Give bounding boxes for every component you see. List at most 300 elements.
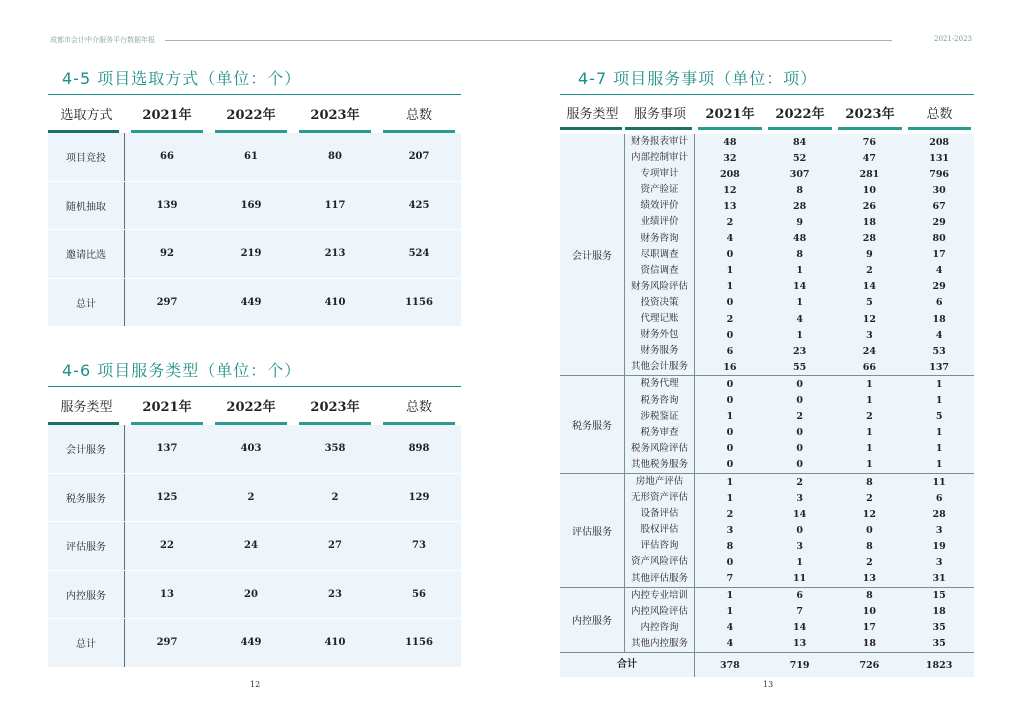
table-4-7-header-row [560, 100, 974, 130]
table-4-7-cell: 10 [862, 606, 876, 618]
table-4-7-item-name: 房地产评估 [625, 474, 695, 490]
table-4-7-row [625, 376, 974, 392]
table-4-7-cell: 3 [726, 524, 734, 536]
table-4-7-cell: 8 [866, 540, 873, 552]
table-4-7-cell: 6 [726, 345, 734, 357]
table-4-7-item-name: 财务风险评估 [625, 279, 695, 295]
table-4-5-cell: 524 [408, 248, 430, 260]
table-4-7-row [625, 295, 974, 311]
table-4-6-cell: 449 [240, 637, 262, 649]
table-4-5-cell: 219 [240, 248, 262, 260]
table-4-7-cell: 2 [866, 411, 873, 423]
table-4-7-row [625, 359, 974, 375]
table-4-5-row-label: 项目竞投 [48, 133, 125, 181]
table-4-7-cell: 11 [793, 573, 807, 585]
table-4-5-title: 4-5 项目选取方式（单位：个） [62, 69, 302, 88]
table-4-7-header-cell: 服务事项 [625, 100, 695, 130]
table-4-7-cell: 0 [796, 459, 803, 471]
table-4-7-cell: 0 [726, 249, 734, 261]
table-4-5-row-label: 总计 [48, 279, 125, 327]
table-4-7-cell: 1 [866, 443, 873, 455]
table-4-7-cell: 2 [866, 492, 873, 504]
table-4-7-cell: 11 [932, 476, 946, 488]
table-4-7-cell: 0 [796, 524, 803, 536]
table-4-5-row [48, 230, 461, 279]
table-4-7 [560, 100, 974, 677]
table-4-7-row [625, 636, 974, 652]
table-4-5-header-underline [299, 130, 371, 133]
table-4-7-cell: 208 [719, 168, 740, 180]
table-4-7-row [625, 490, 974, 506]
table-4-7-total-label: 合计 [560, 653, 695, 677]
table-4-7-cell: 2 [726, 217, 734, 229]
table-4-6-cell: 56 [412, 588, 426, 600]
table-4-7-cell: 18 [932, 313, 946, 325]
table-4-7-row [625, 182, 974, 198]
table-4-7-row [625, 571, 974, 587]
table-4-6-header-cell: 2021年 [125, 390, 209, 425]
table-4-7-total-cell: 726 [859, 659, 880, 671]
table-4-7-cell: 3 [866, 329, 873, 341]
table-4-7-cell: 2 [726, 508, 734, 520]
table-4-5-row [48, 182, 461, 231]
table-4-5-cell: 92 [160, 248, 174, 260]
table-4-7-cell: 30 [932, 184, 946, 196]
table-4-6-row [48, 474, 461, 523]
table-4-5-row-label: 邀请比选 [48, 230, 125, 278]
table-4-7-item-name: 财务外包 [625, 327, 695, 343]
table-4-7-item-name: 财务服务 [625, 343, 695, 359]
table-4-7-item-name: 其他会计服务 [625, 359, 695, 375]
table-4-7-item-name: 投资决策 [625, 295, 695, 311]
table-4-7-cell: 4 [726, 638, 734, 650]
table-4-7-item-name: 无形资产评估 [625, 490, 695, 506]
table-4-6-cell: 898 [408, 443, 430, 455]
table-4-7-cell: 12 [862, 313, 876, 325]
table-4-7-cell: 3 [796, 540, 803, 552]
table-4-7-row [625, 506, 974, 522]
table-4-6-row-label: 会计服务 [48, 425, 125, 473]
table-4-7-cell: 8 [796, 184, 803, 196]
table-4-7-cell: 80 [932, 233, 946, 245]
table-4-7-cell: 14 [862, 281, 876, 293]
table-4-7-item-name: 财务报表审计 [625, 134, 695, 150]
table-4-7-group-label: 评估服务 [560, 474, 625, 587]
table-4-7-body [560, 134, 974, 677]
table-4-7-cell: 7 [726, 573, 734, 585]
table-4-7-cell: 1 [726, 606, 734, 618]
table-4-7-header-cell: 总数 [905, 100, 974, 130]
table-4-7-header-cell: 服务类型 [560, 100, 625, 130]
table-4-7-cell: 281 [859, 168, 880, 180]
table-4-6-header-underline [299, 422, 371, 425]
table-4-7-row [625, 311, 974, 327]
table-4-7-group-items [625, 376, 974, 473]
table-4-7-cell: 2 [796, 476, 803, 488]
table-4-7-header-cell: 2021年 [695, 100, 765, 130]
table-4-6-cell: 13 [160, 588, 174, 600]
table-4-5-cell: 169 [240, 199, 262, 211]
table-4-7-row [625, 425, 974, 441]
table-4-7-cell: 1 [726, 476, 734, 488]
table-4-7-cell: 12 [862, 508, 876, 520]
table-4-6-cell: 23 [328, 588, 342, 600]
table-4-7-group-label: 内控服务 [560, 588, 625, 652]
table-4-7-cell: 9 [866, 249, 873, 261]
table-4-7-cell: 5 [935, 411, 943, 423]
table-4-7-row [625, 343, 974, 359]
table-4-6-row [48, 425, 461, 474]
table-4-7-cell: 14 [793, 508, 807, 520]
table-4-7-cell: 0 [726, 427, 734, 439]
table-4-7-cell: 1 [726, 492, 734, 504]
table-4-7-cell: 18 [862, 638, 876, 650]
table-4-7-item-name: 尽职调查 [625, 247, 695, 263]
table-4-7-cell: 1 [935, 395, 943, 407]
header-divider [165, 40, 892, 41]
table-4-7-cell: 15 [932, 590, 946, 602]
table-4-7-cell: 0 [796, 427, 803, 439]
table-4-5-cell: 139 [156, 199, 178, 211]
table-4-7-cell: 8 [866, 590, 873, 602]
table-4-7-cell: 8 [726, 540, 734, 552]
table-4-6-cell: 137 [156, 443, 178, 455]
table-4-5-row-label: 随机抽取 [48, 182, 125, 230]
table-4-7-cell: 1 [796, 556, 803, 568]
table-4-5-header-cell: 2022年 [209, 98, 293, 133]
table-4-7-cell: 35 [932, 638, 946, 650]
table-4-7-row [625, 247, 974, 263]
table-4-7-cell: 3 [796, 492, 803, 504]
table-4-7-cell: 76 [862, 136, 876, 148]
table-4-7-row [625, 134, 974, 150]
table-4-7-cell: 16 [723, 361, 737, 373]
table-4-7-row [625, 214, 974, 230]
table-4-7-header-cell: 2022年 [765, 100, 835, 130]
table-4-7-row [625, 263, 974, 279]
table-4-5-header-cell: 总数 [377, 98, 461, 133]
table-4-7-total-cell: 378 [719, 659, 740, 671]
table-4-7-header-underline [838, 127, 902, 130]
table-4-7-cell: 48 [723, 136, 737, 148]
table-4-7-cell: 48 [793, 233, 807, 245]
table-4-7-cell: 29 [932, 281, 946, 293]
table-4-7-cell: 0 [726, 443, 734, 455]
table-4-7-item-name: 内控风险评估 [625, 604, 695, 620]
table-4-7-cell: 28 [793, 200, 807, 212]
table-4-5-cell: 1156 [405, 296, 433, 308]
table-4-7-group-items [625, 588, 974, 652]
table-4-5-title-rule [48, 94, 461, 95]
table-4-7-cell: 12 [723, 184, 737, 196]
table-4-7-cell: 5 [866, 297, 873, 309]
table-4-7-row [625, 474, 974, 490]
table-4-5-header-cell: 2021年 [125, 98, 209, 133]
table-4-7-header-underline [768, 127, 832, 130]
table-4-5-cell: 66 [160, 151, 174, 163]
table-4-6-row [48, 522, 461, 571]
table-4-7-item-name: 资产风险评估 [625, 554, 695, 570]
table-4-7-cell: 23 [793, 345, 807, 357]
table-4-7-row [625, 441, 974, 457]
page-number-right: 13 [763, 680, 774, 689]
table-4-7-cell: 6 [935, 297, 943, 309]
table-4-6-title-rule [48, 386, 461, 387]
table-4-6-cell: 2 [247, 491, 255, 503]
table-4-7-cell: 0 [866, 524, 873, 536]
table-4-7-item-name: 专项审计 [625, 166, 695, 182]
table-4-7-cell: 1 [726, 281, 734, 293]
table-4-7-cell: 18 [932, 606, 946, 618]
table-4-7-cell: 0 [796, 378, 803, 390]
table-4-7-cell: 0 [726, 329, 734, 341]
table-4-7-group [560, 376, 974, 474]
table-4-7-cell: 32 [723, 152, 737, 164]
table-4-6-header-underline [383, 422, 455, 425]
table-4-7-header-underline [625, 127, 692, 130]
table-4-7-cell: 1 [866, 427, 873, 439]
table-4-5-header-cell: 2023年 [293, 98, 377, 133]
table-4-6-cell: 2 [331, 491, 339, 503]
table-4-5-row [48, 279, 461, 328]
table-4-7-item-name: 资产验证 [625, 182, 695, 198]
table-4-7-cell: 1 [726, 590, 734, 602]
table-4-7-group-label: 税务服务 [560, 376, 625, 473]
table-4-7-cell: 137 [929, 361, 950, 373]
table-4-7-cell: 0 [726, 556, 734, 568]
table-4-7-cell: 0 [796, 395, 803, 407]
table-4-7-item-name: 绩效评价 [625, 198, 695, 214]
table-4-7-cell: 1 [935, 378, 943, 390]
table-4-7-cell: 67 [932, 200, 946, 212]
table-4-7-cell: 55 [793, 361, 807, 373]
table-4-6-cell: 22 [160, 540, 174, 552]
table-4-7-cell: 1 [866, 459, 873, 471]
table-4-6-header-cell: 2022年 [209, 390, 293, 425]
table-4-7-item-name: 内控咨询 [625, 620, 695, 636]
table-4-7-cell: 10 [862, 184, 876, 196]
table-4-7-item-name: 内部控制审计 [625, 150, 695, 166]
table-4-7-cell: 1 [796, 329, 803, 341]
table-4-7-cell: 53 [932, 345, 946, 357]
table-4-7-cell: 19 [932, 540, 946, 552]
table-4-7-cell: 52 [793, 152, 807, 164]
table-4-7-cell: 0 [726, 297, 734, 309]
table-4-6-header-row [48, 390, 461, 425]
page-number-left: 12 [250, 680, 261, 689]
table-4-6-row [48, 571, 461, 620]
table-4-7-total-cell: 719 [789, 659, 810, 671]
table-4-6-header-cell: 2023年 [293, 390, 377, 425]
table-4-7-item-name: 税务代理 [625, 376, 695, 392]
table-4-6-title: 4-6 项目服务类型（单位：个） [62, 361, 302, 380]
table-4-5-cell: 61 [244, 151, 258, 163]
table-4-6-cell: 403 [240, 443, 262, 455]
table-4-7-row [625, 538, 974, 554]
table-4-7-item-name: 其他内控服务 [625, 636, 695, 652]
table-4-7-row [625, 409, 974, 425]
table-4-7-row [625, 231, 974, 247]
table-4-7-row [625, 166, 974, 182]
table-4-6-header-cell: 总数 [377, 390, 461, 425]
table-4-5-header-underline [131, 130, 203, 133]
table-4-5-cell: 117 [324, 199, 346, 211]
table-4-7-row [625, 588, 974, 604]
table-4-7-cell: 13 [862, 573, 876, 585]
table-4-7-cell: 24 [862, 345, 876, 357]
table-4-6-cell: 20 [244, 588, 258, 600]
table-4-6-header-underline [48, 422, 119, 425]
table-4-7-group-items [625, 134, 974, 375]
table-4-5-header-cell: 选取方式 [48, 98, 125, 133]
table-4-7-row [625, 327, 974, 343]
table-4-5-row [48, 133, 461, 182]
report-header-years: 2021-2023 [934, 35, 972, 43]
table-4-6-cell: 129 [408, 491, 430, 503]
report-header-title: 成都市会计中介服务平台数据年报 [50, 36, 155, 44]
table-4-7-header-underline [698, 127, 762, 130]
table-4-7-cell: 29 [932, 217, 946, 229]
table-4-7-cell: 1 [935, 459, 943, 471]
table-4-5-cell: 297 [156, 296, 178, 308]
table-4-7-cell: 131 [929, 152, 950, 164]
table-4-7-item-name: 设备评估 [625, 506, 695, 522]
table-4-7-cell: 208 [929, 136, 950, 148]
table-4-6-cell: 73 [412, 540, 426, 552]
table-4-7-item-name: 涉税鉴证 [625, 409, 695, 425]
table-4-7-cell: 8 [866, 476, 873, 488]
table-4-7-cell: 6 [935, 492, 943, 504]
table-4-7-item-name: 财务咨询 [625, 231, 695, 247]
table-4-7-cell: 2 [866, 556, 873, 568]
table-4-7-cell: 0 [796, 443, 803, 455]
table-4-7-cell: 4 [726, 622, 734, 634]
table-4-6-cell: 1156 [405, 637, 433, 649]
table-4-7-cell: 13 [723, 200, 737, 212]
table-4-6-cell: 297 [156, 637, 178, 649]
table-4-7-item-name: 业绩评价 [625, 214, 695, 230]
table-4-6-cell: 125 [156, 491, 178, 503]
table-4-7-cell: 9 [796, 217, 803, 229]
table-4-5-cell: 449 [240, 296, 262, 308]
table-4-7-cell: 13 [793, 638, 807, 650]
table-4-7-cell: 28 [932, 508, 946, 520]
table-4-5-cell: 213 [324, 248, 346, 260]
table-4-7-cell: 0 [726, 395, 734, 407]
table-4-7-row [625, 150, 974, 166]
table-4-7-item-name: 其他税务服务 [625, 457, 695, 473]
table-4-5-header-underline [215, 130, 287, 133]
table-4-7-cell: 3 [935, 556, 943, 568]
table-4-6-row-label: 内控服务 [48, 571, 125, 619]
table-4-7-cell: 35 [932, 622, 946, 634]
table-4-6-cell: 27 [328, 540, 342, 552]
table-4-7-cell: 2 [796, 411, 803, 423]
table-4-7-item-name: 其他评估服务 [625, 571, 695, 587]
table-4-7-item-name: 代理记账 [625, 311, 695, 327]
table-4-7-cell: 14 [793, 622, 807, 634]
table-4-7-item-name: 资信调查 [625, 263, 695, 279]
table-4-7-cell: 7 [796, 606, 803, 618]
table-4-7-cell: 4 [935, 265, 943, 277]
table-4-7-group-label: 会计服务 [560, 134, 625, 375]
table-4-7-cell: 3 [935, 524, 943, 536]
table-4-6-row-label: 总计 [48, 619, 125, 667]
table-4-6-header-underline [131, 422, 203, 425]
table-4-5 [48, 98, 461, 327]
table-4-7-item-name: 内控专业培训 [625, 588, 695, 604]
table-4-6-cell: 24 [244, 540, 258, 552]
table-4-7-header-underline [908, 127, 971, 130]
table-4-7-cell: 26 [862, 200, 876, 212]
table-4-5-cell: 425 [408, 199, 430, 211]
table-4-7-title-rule [560, 94, 974, 95]
table-4-5-cell: 410 [324, 296, 346, 308]
table-4-7-cell: 1 [796, 297, 803, 309]
table-4-6-row-label: 评估服务 [48, 522, 125, 570]
table-4-5-body [48, 133, 461, 327]
table-4-7-cell: 66 [862, 361, 876, 373]
table-4-7-row [625, 198, 974, 214]
table-4-7-cell: 0 [726, 459, 734, 471]
table-4-6 [48, 390, 461, 668]
table-4-7-cell: 796 [929, 168, 950, 180]
table-4-7-group [560, 134, 974, 376]
table-4-6-header-underline [215, 422, 287, 425]
table-4-5-header-underline [383, 130, 455, 133]
table-4-7-cell: 14 [793, 281, 807, 293]
table-4-7-item-name: 股权评估 [625, 522, 695, 538]
table-4-7-title: 4-7 项目服务事项（单位：项） [578, 69, 818, 88]
table-4-7-cell: 1 [726, 265, 734, 277]
table-4-7-cell: 1 [935, 427, 943, 439]
table-4-7-total-cell: 1823 [925, 659, 953, 671]
table-4-7-row [625, 279, 974, 295]
table-4-7-group-items [625, 474, 974, 587]
table-4-7-cell: 4 [726, 233, 734, 245]
table-4-7-cell: 2 [866, 265, 873, 277]
table-4-6-body [48, 425, 461, 668]
table-4-7-cell: 307 [789, 168, 810, 180]
table-4-7-cell: 8 [796, 249, 803, 261]
table-4-7-header-underline [560, 127, 622, 130]
table-4-7-cell: 28 [862, 233, 876, 245]
table-4-7-cell: 18 [862, 217, 876, 229]
table-4-7-row [625, 620, 974, 636]
table-4-5-header-row [48, 98, 461, 133]
table-4-7-item-name: 税务风险评估 [625, 441, 695, 457]
table-4-7-group [560, 588, 974, 653]
table-4-5-header-underline [48, 130, 119, 133]
table-4-5-cell: 207 [408, 151, 430, 163]
table-4-7-cell: 31 [932, 573, 946, 585]
table-4-7-cell: 1 [866, 378, 873, 390]
table-4-7-row [625, 604, 974, 620]
table-4-7-cell: 17 [862, 622, 876, 634]
table-4-7-group [560, 474, 974, 588]
table-4-6-row [48, 619, 461, 668]
table-4-7-cell: 6 [796, 590, 803, 602]
table-4-7-cell: 1 [726, 411, 734, 423]
table-4-7-header-cell: 2023年 [835, 100, 905, 130]
table-4-7-cell: 0 [726, 378, 734, 390]
table-4-7-cell: 17 [932, 249, 946, 261]
table-4-7-item-name: 税务咨询 [625, 393, 695, 409]
table-4-6-cell: 410 [324, 637, 346, 649]
table-4-7-row [625, 522, 974, 538]
table-4-7-cell: 1 [796, 265, 803, 277]
table-4-7-row [625, 393, 974, 409]
